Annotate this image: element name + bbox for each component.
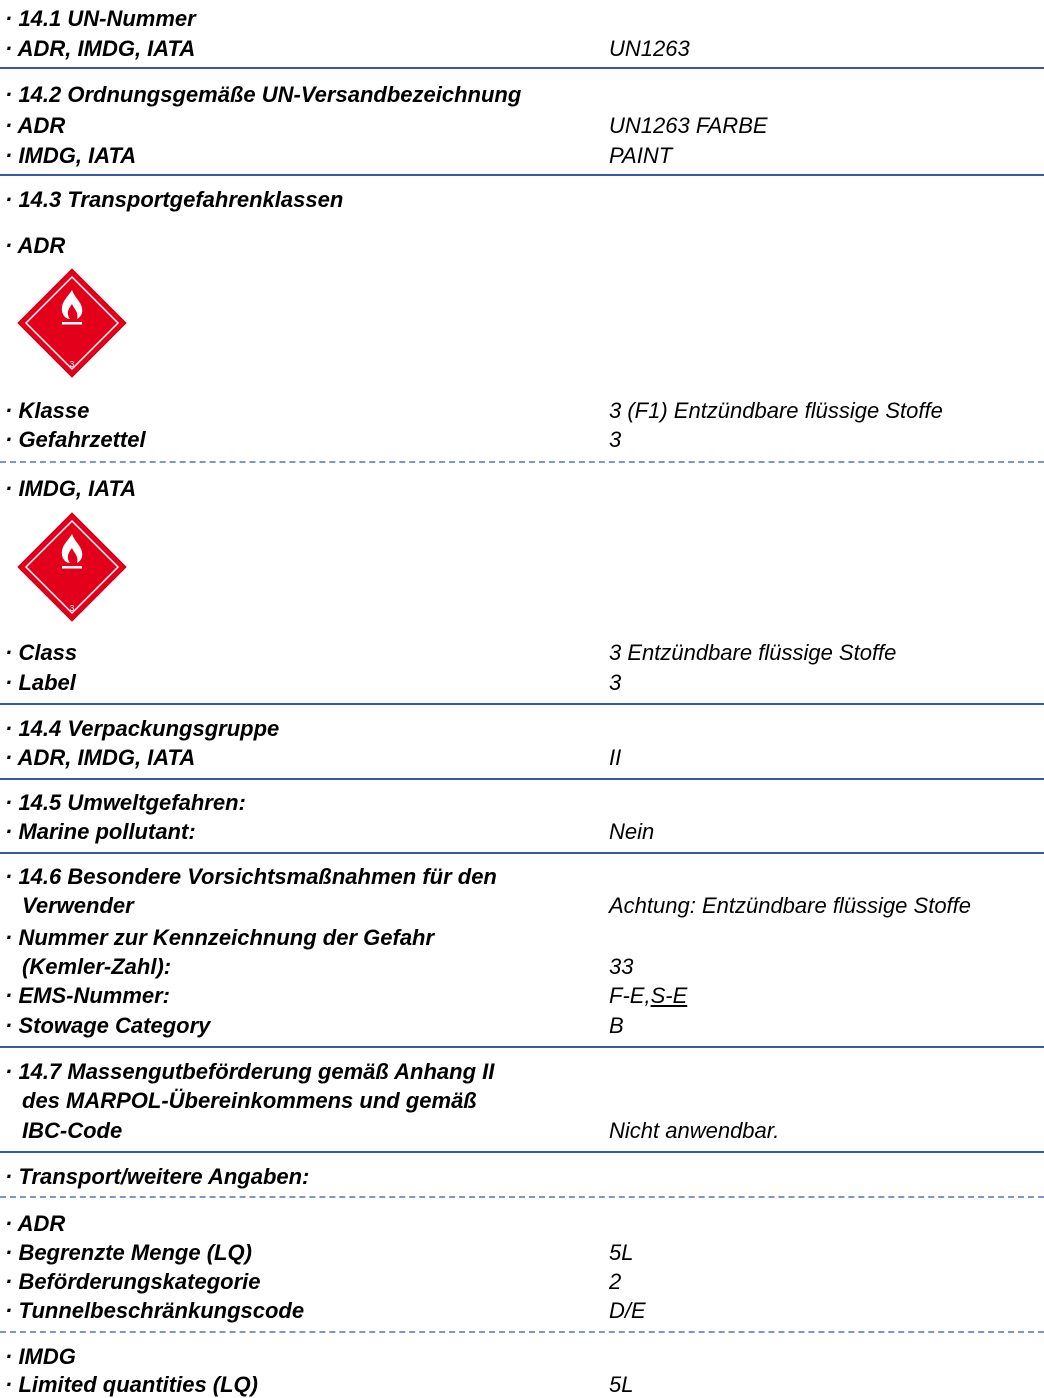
- section-divider: [0, 67, 1044, 69]
- section-divider: [0, 1046, 1044, 1048]
- kemler-label-line2: (Kemler-Zahl):: [22, 954, 172, 979]
- label-value: 3: [609, 670, 622, 695]
- tunnel-code-value: D/E: [609, 1298, 646, 1323]
- class-value: 3 Entzündbare flüssige Stoffe: [609, 640, 897, 665]
- flame-hazard-icon: [17, 268, 127, 378]
- marine-pollutant-value: Nein: [609, 819, 655, 844]
- section-14-7-heading-line3: IBC-Code: [22, 1118, 123, 1143]
- limited-quantity-imdg-value: 5L: [609, 1372, 634, 1397]
- shipping-name-imdg-label: · IMDG, IATA: [5, 143, 137, 168]
- tunnel-code-label: · Tunnelbeschränkungscode: [5, 1298, 305, 1323]
- section-14-3-heading: · 14.3 Transportgefahrenklassen: [5, 187, 344, 212]
- transport-category-label: · Beförderungskategorie: [5, 1269, 261, 1294]
- marine-pollutant-label: · Marine pollutant:: [5, 819, 196, 844]
- pictogram-class-number: 3: [69, 604, 75, 613]
- transport-category-value: 2: [609, 1269, 622, 1294]
- dashed-divider: [0, 461, 1044, 463]
- dashed-divider: [0, 1331, 1044, 1333]
- limited-quantity-adr-value: 5L: [609, 1240, 634, 1265]
- transport-adr-heading: · ADR: [5, 1211, 66, 1236]
- section-14-7-heading-line2: des MARPOL-Übereinkommens und gemäß: [22, 1088, 477, 1113]
- limited-quantity-adr-label: · Begrenzte Menge (LQ): [5, 1240, 252, 1265]
- ems-value: [609, 983, 687, 1009]
- transport-further-info-heading: · Transport/weitere Angaben:: [5, 1164, 310, 1189]
- shipping-name-adr-label: · ADR: [5, 113, 66, 138]
- section-14-7-heading-line1: · 14.7 Massengutbeförderung gemäß Anhang II: [5, 1059, 495, 1084]
- shipping-name-adr-value: UN1263 FARBE: [609, 113, 768, 138]
- ems-value-spillage: S-E: [650, 983, 688, 1008]
- un-number-value: UN1263: [609, 36, 690, 61]
- stowage-category-label: · Stowage Category: [5, 1013, 211, 1038]
- klasse-value: 3 (F1) Entzündbare flüssige Stoffe: [609, 398, 943, 423]
- section-divider: [0, 852, 1044, 854]
- gefahrzettel-label: · Gefahrzettel: [5, 427, 146, 452]
- section-14-6-heading-line1: · 14.6 Besondere Vorsichtsmaßnahmen für den: [5, 864, 497, 889]
- section-14-1-heading: · 14.1 UN-Nummer: [5, 6, 196, 31]
- packing-group-label: · ADR, IMDG, IATA: [5, 745, 196, 770]
- section-14-2-heading: · 14.2 Ordnungsgemäße UN-Versandbezeichnung: [5, 82, 522, 107]
- section-divider: [0, 703, 1044, 705]
- hazard-class-adr-heading: · ADR: [5, 233, 66, 258]
- kemler-label-line1: · Nummer zur Kennzeichnung der Gefahr: [5, 925, 435, 950]
- un-number-label: · ADR, IMDG, IATA: [5, 36, 196, 61]
- flame-hazard-icon: [17, 512, 127, 622]
- hazard-class-imdg-heading: · IMDG, IATA: [5, 476, 137, 501]
- ems-label: · EMS-Nummer:: [5, 983, 171, 1008]
- section-divider: [0, 174, 1044, 176]
- klasse-label: · Klasse: [5, 398, 90, 423]
- label-label: · Label: [5, 670, 76, 695]
- bulk-transport-value: Nicht anwendbar.: [609, 1118, 780, 1143]
- packing-group-value: II: [609, 745, 622, 770]
- dashed-divider: [0, 1196, 1044, 1198]
- section-divider: [0, 1151, 1044, 1153]
- stowage-category-value: B: [609, 1013, 624, 1038]
- section-divider: [0, 778, 1044, 780]
- class-label: · Class: [5, 640, 78, 665]
- special-precautions-value: Achtung: Entzündbare flüssige Stoffe: [609, 893, 972, 918]
- section-14-4-heading: · 14.4 Verpackungsgruppe: [5, 716, 280, 741]
- transport-imdg-heading: · IMDG: [5, 1344, 76, 1369]
- shipping-name-imdg-value: PAINT: [609, 143, 673, 168]
- limited-quantity-imdg-label: · Limited quantities (LQ): [5, 1372, 258, 1397]
- section-14-6-heading-line2: Verwender: [22, 893, 134, 918]
- kemler-value: 33: [609, 954, 634, 979]
- ems-value-fire: F-E,: [609, 983, 651, 1008]
- gefahrzettel-value: 3: [609, 427, 622, 452]
- section-14-5-heading: · 14.5 Umweltgefahren:: [5, 790, 246, 815]
- pictogram-class-number: 3: [69, 360, 75, 369]
